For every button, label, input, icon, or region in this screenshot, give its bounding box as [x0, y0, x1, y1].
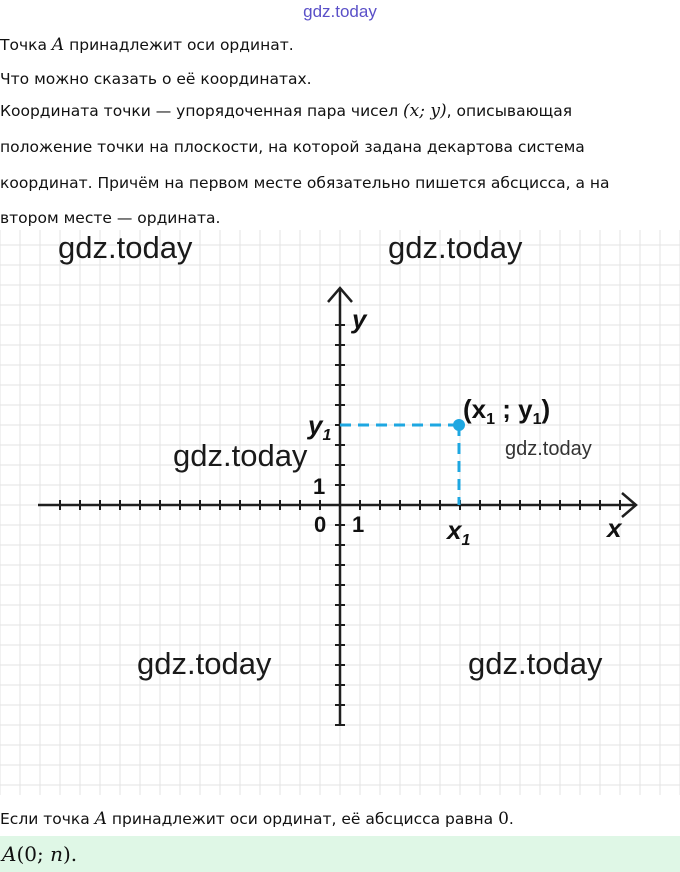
x1-subscript: 1	[461, 532, 471, 549]
point-label-sub-1: 1	[486, 411, 496, 428]
point-label-sub-2: 1	[532, 411, 542, 428]
math-var-a: A	[51, 35, 65, 55]
point-label-open: (x	[463, 394, 487, 424]
point-label-close: )	[541, 394, 551, 424]
origin-label: 0	[314, 512, 327, 537]
text-line-6: втором месте — ордината.	[0, 209, 221, 227]
watermark: gdz.today	[58, 230, 193, 265]
math-pair-xy: (x; y)	[403, 101, 447, 121]
text-line-4: положение точки на плоскости, на которой задана декартова система	[0, 138, 585, 156]
text-line-5: координат. Причём на первом месте обязательно пишется абсцисса, а на	[0, 174, 610, 192]
y-axis-label: y	[352, 304, 367, 334]
y1-label	[306, 410, 331, 444]
point-label-sep: ; y	[495, 394, 533, 424]
text-segment: Координата точки — упорядоченная пара чисел	[0, 102, 404, 120]
conclusion-line	[0, 810, 680, 828]
coordinate-plane-figure	[0, 230, 680, 795]
answer-close: ).	[62, 842, 78, 866]
answer-open: (0;	[16, 842, 51, 866]
text-segment: .	[508, 810, 514, 828]
answer-n: n	[50, 842, 63, 866]
text-segment: Точка	[0, 36, 52, 54]
math-zero: 0	[498, 809, 509, 829]
watermark: gdz.today	[505, 438, 592, 460]
unit-x-label: 1	[352, 512, 365, 537]
math-var-a: A	[94, 809, 107, 829]
text-segment: принадлежит оси ординат, её абсцисса равна	[106, 810, 499, 828]
text-line-2: Что можно сказать о её координатах.	[0, 70, 312, 88]
x-axis-label: x	[607, 513, 622, 543]
answer-box	[0, 836, 680, 872]
text-segment: принадлежит оси ординат.	[64, 36, 294, 54]
y1-letter: y	[308, 410, 323, 440]
watermark: gdz.today	[388, 230, 523, 265]
text-segment: , описывающая	[446, 102, 573, 120]
x1-label	[445, 515, 470, 549]
answer-var: A	[2, 842, 17, 866]
watermark: gdz.today	[468, 646, 603, 681]
answer-formula	[2, 842, 77, 866]
watermark-top: gdz.today	[303, 2, 377, 21]
unit-y-label: 1	[313, 474, 326, 499]
text-line-3	[0, 102, 680, 120]
x1-letter: x	[447, 515, 462, 545]
watermark: gdz.today	[173, 438, 308, 473]
point-coordinate-label	[463, 394, 550, 428]
y1-subscript: 1	[322, 427, 332, 444]
watermark: gdz.today	[137, 646, 272, 681]
text-segment: Если точка	[0, 810, 95, 828]
text-line-1	[0, 36, 680, 54]
